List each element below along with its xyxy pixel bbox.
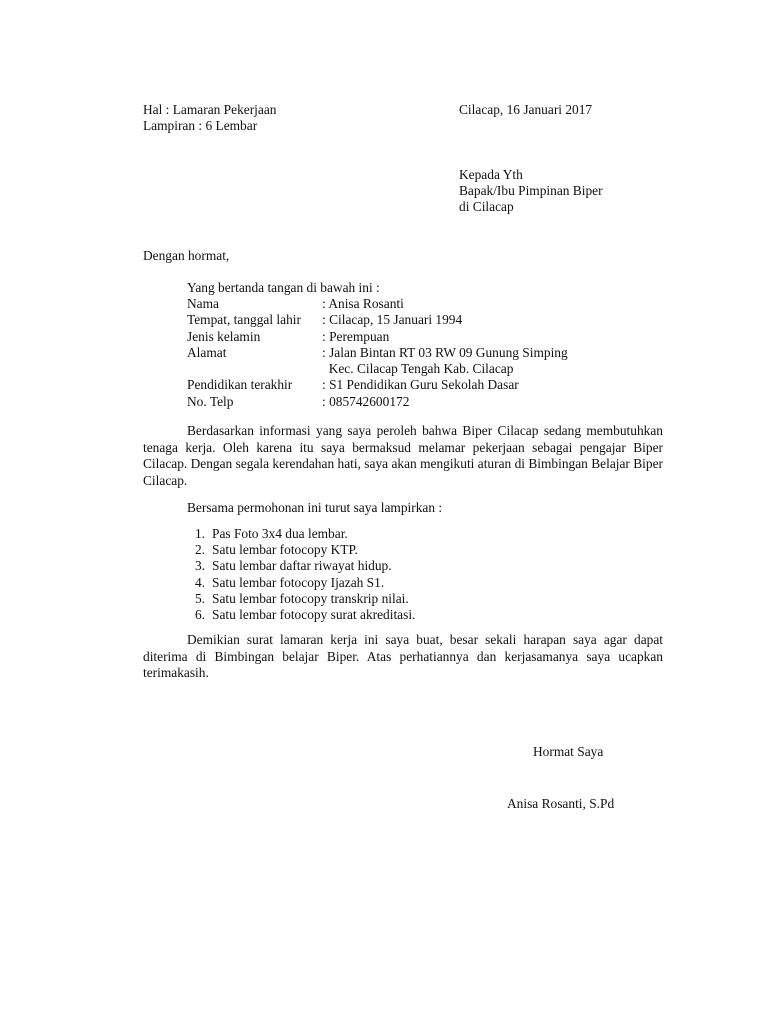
identity-row-phone (187, 394, 667, 410)
identity-table (187, 296, 667, 410)
list-item-text: Pas Foto 3x4 dua lembar. (212, 526, 348, 541)
body-paragraph-1-text: Berdasarkan informasi yang saya peroleh bahwa Biper Cilacap sedang membutuhkan tenaga kerja. Oleh karena itu saya bermaksud melamar pekerjaan sebagai pengajar Biper Cilacap. Dengan segala kerendahan hati, saya akan mengikuti aturan di Bimbingan Belajar Biper Cilacap. (143, 423, 663, 488)
identity-intro: Yang bertanda tangan di bawah ini : (187, 280, 380, 295)
identity-row-education (187, 377, 667, 393)
identity-value: : Cilacap, 15 Januari 1994 (322, 312, 463, 328)
identity-row-name (187, 296, 667, 312)
identity-row-address-cont (187, 361, 667, 377)
list-item-number: 2. (194, 542, 205, 558)
attachment-count-line: Lampiran : 6 Lembar (143, 118, 258, 133)
identity-label: Tempat, tanggal lahir (187, 312, 301, 328)
subject-line: Hal : Lamaran Pekerjaan (143, 102, 277, 117)
list-item-number: 5. (194, 590, 205, 606)
list-item-number: 6. (194, 606, 205, 622)
list-item-text: Satu lembar fotocopy transkrip nilai. (212, 590, 409, 606)
list-item-number: 1. (194, 526, 205, 541)
recipient-line-2: Bapak/Ibu Pimpinan Biper (459, 183, 603, 198)
signature-name: Anisa Rosanti, S.Pd (507, 796, 615, 811)
identity-label: Nama (187, 296, 219, 311)
list-item (187, 542, 607, 558)
identity-value: : Jalan Bintan RT 03 RW 09 Gunung Simping (322, 344, 568, 360)
list-item (187, 558, 607, 574)
identity-row-gender (187, 329, 667, 345)
recipient-line-1: Kepada Yth (459, 167, 523, 182)
identity-row-address (187, 345, 667, 361)
identity-label: Alamat (187, 344, 227, 360)
identity-value: : Anisa Rosanti (322, 296, 404, 311)
identity-value: : Perempuan (322, 328, 390, 344)
recipient-line-3: di Cilacap (459, 199, 514, 214)
identity-label: Jenis kelamin (187, 328, 261, 344)
body-paragraph-1 (143, 423, 663, 489)
identity-label: Pendidikan terakhir (187, 377, 293, 393)
list-item-text: Satu lembar fotocopy surat akreditasi. (212, 606, 416, 622)
list-item (187, 575, 607, 591)
closing-paragraph-text: Demikian surat lamaran kerja ini saya buat, besar sekali harapan saya agar dapat diterima di Bimbingan belajar Biper. Atas perhatiannya dan kerjasamanya saya ucapkan terimakasih. (143, 632, 663, 680)
list-item-text: Satu lembar fotocopy Ijazah S1. (212, 574, 385, 590)
list-item (187, 526, 607, 542)
list-item-text: Satu lembar fotocopy KTP. (212, 542, 358, 558)
list-item (187, 591, 607, 607)
identity-value: : S1 Pendidikan Guru Sekolah Dasar (322, 377, 519, 393)
place-date: Cilacap, 16 Januari 2017 (459, 102, 593, 117)
attachments-list (187, 526, 607, 623)
identity-value: Kec. Cilacap Tengah Kab. Cilacap (322, 361, 514, 377)
list-item-number: 3. (194, 558, 205, 574)
identity-label: No. Telp (187, 393, 234, 409)
signature-salutation: Hormat Saya (533, 744, 604, 759)
identity-row-birth (187, 312, 667, 328)
identity-value: : 085742600172 (322, 393, 410, 409)
attachments-intro: Bersama permohonan ini turut saya lampirkan : (187, 500, 443, 515)
list-item (187, 607, 607, 623)
list-item-text: Satu lembar daftar riwayat hidup. (212, 558, 392, 574)
greeting: Dengan hormat, (143, 248, 230, 263)
list-item-number: 4. (194, 574, 205, 590)
closing-paragraph (143, 632, 663, 682)
